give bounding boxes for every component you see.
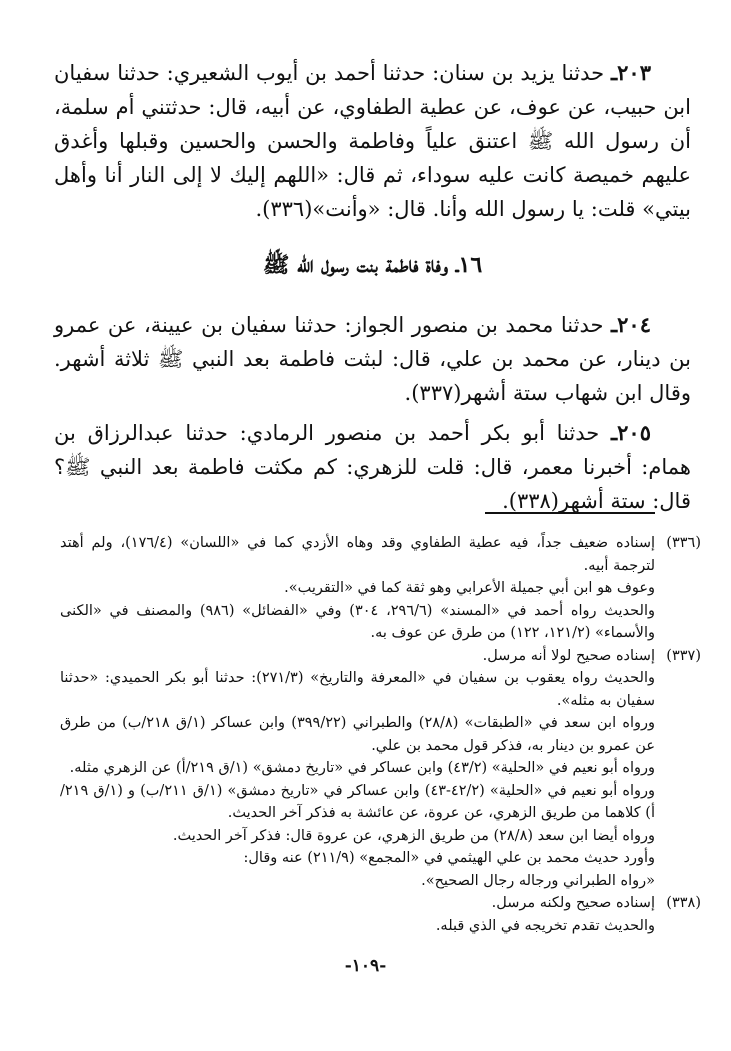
footnote-line: والحديث رواه يعقوب بن سفيان في «المعرفة والتاريخ» (٢٧١/٣): حدثنا أبو بكر الحميدي: «حدثنا سفيان به مثله». [60, 670, 655, 709]
hadith-number: ٢٠٥ـ [611, 420, 651, 445]
footnote-line: «رواه الطبراني ورجاله رجال الصحيح». [421, 872, 655, 889]
footnote-line: ورواه ابن سعد في «الطبقات» (٢٨/٨) والطبراني (٣٩٩/٢٢) وابن عساكر (١/ق ٢١٨/ب) من طرق عن عمرو بن دينار به، فذكر قول محمد بن علي. [60, 715, 655, 754]
footnote-line: ورواه أبو نعيم في «الحلية» (٤٣/٢) وابن عساكر في «تاريخ دمشق» (١/ق ٢١٩/أ) عن الزهري مثله. [69, 760, 655, 776]
footnote-line: وأورد حديث محمد بن علي الهيثمي في «المجمع» (٢١١/٩) عنه وقال: [243, 850, 655, 866]
footnote-line: إسناده صحيح لولا أنه مرسل. [482, 647, 655, 664]
hadith-205 [54, 416, 691, 518]
footnote-line: ورواه أبو نعيم في «الحلية» (٤٢/٢-٤٣) وابن عساكر في «تاريخ دمشق» (١/ق ٢١١/ب) و (١/ق ٢١٩/أ) كلاهما من طريق الزهري، عن عروة، عن عائشة به فذكر آخر الحديث. [60, 782, 656, 821]
hadith-number: ٢٠٤ـ [611, 312, 651, 337]
footnote-line: والحديث رواه أحمد في «المسند» (٢٩٦/٦، ٣٠٤) وفي «الفضائل» (٩٨٦) والمصنف في «الكنى والأسماء» (١٢١/٢، ١٢٢) من طرق عن عوف به. [60, 602, 655, 641]
footnote-line: والحديث تقدم تخريجه في الذي قبله. [435, 917, 655, 934]
footnote-336 [60, 532, 701, 645]
hadith-text: حدثنا يزيد بن سنان: حدثنا أحمد بن أيوب الشعيري: حدثنا سفيان ابن حبيب، عن عوف، عن عطية الطفاوي، عن أبيه، قال: حدثتني أم سلمة، أن رسول الله ﷺ اعتنق علياً وفاطمة والحسن والحسين وقبلها وأغدق عليهم خميصة كانت عليه سوداء، ثم قال: «اللهم إليك لا إلى النار أنا وأهل بيتي» قلت: يا رسول الله وأنا. قال: «وأنت»(٣٣٦). [54, 61, 691, 221]
hadith-text: حدثنا محمد بن منصور الجواز: حدثنا سفيان بن عيينة، عن عمرو بن دينار، عن محمد بن علي، قال: لبثت فاطمة بعد النبي ﷺ ثلاثة أشهر. وقال ابن شهاب ستة أشهر(٣٣٧). [54, 313, 691, 405]
section-heading: ١٦ـ وفاة فاطمة بنت رسول الله ﷺ [262, 252, 483, 278]
footnote-number: (٣٣٦) [666, 535, 701, 551]
footnote-number: (٣٣٧) [666, 647, 701, 664]
footnotes [60, 532, 701, 937]
footnote-line: وعوف هو ابن أبي جميلة الأعرابي وهو ثقة كما في «التقريب». [284, 580, 655, 596]
footnote-line: إسناده ضعيف جداً، فيه عطية الطفاوي وقد وهاه الأزدي كما في «اللسان» (١٧٦/٤)، ولم أهتد لترجمة أبيه. [60, 535, 655, 574]
footnote-line: ورواه أيضا ابن سعد (٢٨/٨) من طريق الزهري، عن عروة قال: فذكر آخر الحديث. [172, 827, 655, 844]
hadith-text: حدثنا أبو بكر أحمد بن منصور الرمادي: حدثنا عبدالرزاق بن همام: أخبرنا معمر، قال: قلت للزهري: كم مكثت فاطمة بعد النبي ﷺ؟ قال: ستة أشهر(٣٣٨). [54, 421, 691, 513]
footnote-line: إسناده صحيح ولكنه مرسل. [491, 895, 655, 911]
page-number: -١٠٩- [344, 956, 387, 976]
footnote-337 [60, 645, 701, 893]
footnote-338 [60, 892, 701, 937]
footnote-separator [485, 512, 655, 514]
footnote-number: (٣٣٨) [666, 895, 701, 911]
hadith-203 [54, 56, 691, 226]
main-text [54, 56, 691, 524]
hadith-204 [54, 308, 691, 410]
hadith-number: ٢٠٣ـ [611, 60, 651, 85]
